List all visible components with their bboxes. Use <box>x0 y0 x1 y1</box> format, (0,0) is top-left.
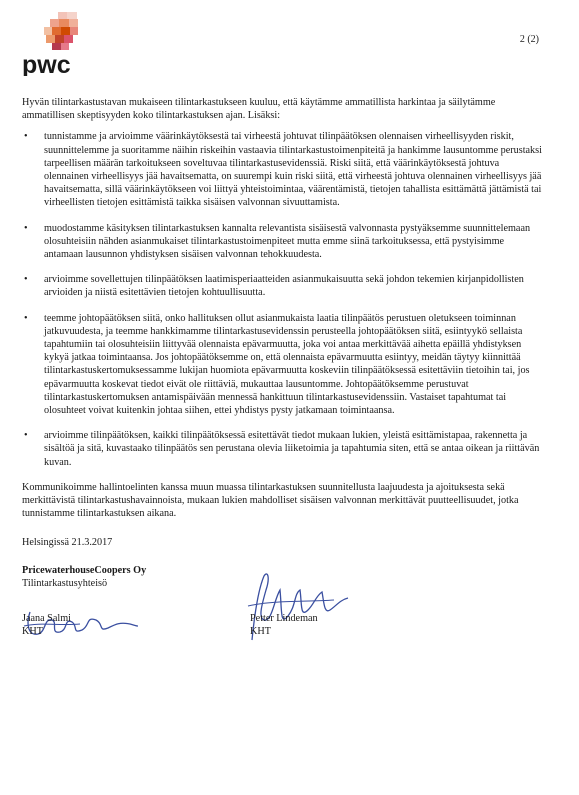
closing-paragraph: Kommunikoimme hallintoelinten kanssa muun muassa tilintarkastuksen suunnitellusta laajuudesta ja ajoituksesta sekä merkittävistä tilintarkastushavainnoista, mukaan lukien mahdolliset sisäisen valvonnan merkittävät puutteellisuudet, jotka tunnistamme tilintarkastuksen aikana. <box>22 481 519 520</box>
intro-paragraph: Hyvän tilintarkastustavan mukaiseen tilintarkastukseen kuuluu, että käytämme ammatillista harkintaa ja säilytämme ammatillisen skeptisyyden koko tilintarkastuksen ajan. Lisäksi: <box>22 97 496 122</box>
bullet-icon: • <box>24 274 28 286</box>
signatory-title: KHT <box>22 626 43 638</box>
signatory-left <box>22 612 71 638</box>
pwc-logo <box>22 12 92 76</box>
page-number: 2 (2) <box>519 34 539 45</box>
bullet-text: arvioimme sovellettujen tilinpäätöksen laatimisperiaatteiden asianmukaisuutta sekä johdon tekemien kirjanpidollisten arvioiden ja niistä esitettävien tietojen kohtuullisuutta. <box>44 274 524 299</box>
list-item <box>22 429 542 469</box>
signatory-title: KHT <box>250 626 271 638</box>
signatory-right <box>250 612 318 638</box>
signatory-name: Petter Lindeman <box>250 613 318 625</box>
place-date: Helsingissä 21.3.2017 <box>22 537 113 549</box>
firm-name: PricewaterhouseCoopers Oy <box>22 564 147 576</box>
bullet-text: tunnistamme ja arvioimme väärinkäytöksestä tai virheestä johtuvat tilinpäätöksen olennaisen virheellisyyden riskit, suunnittelemme ja suoritamme näihin riskeihin vastaavia tilintarkastustoimenpiteitä ja hankimme lausuntomme perustaksi tarpeellisen määrän tarkoitukseen soveltuvaa tilintarkastusevidenssiä. Riski siitä, että väärinkäytöksestä johtuva olennainen virheellisyys jää havaitsematta, on suurempi kuin riski siitä, että virheestä johtuva olennainen virheellisyys jää havaitsematta, sillä väärinkäytökseen voi liittyä yhteistoimintaa, väärentämistä, tietojen tahallista esittämättä jättämistä tai virheellisten tietojen esittämistä taikka sisäisen valvonnan sivuuttamista. <box>44 131 542 209</box>
list-item <box>22 312 542 418</box>
pwc-logo-text: pwc <box>22 51 71 76</box>
bullet-icon: • <box>24 131 28 143</box>
signatory-name: Jaana Salmi <box>22 613 71 625</box>
firm-type: Tilintarkastusyhteisö <box>22 577 108 589</box>
bullet-icon: • <box>24 430 28 442</box>
list-item <box>22 130 542 209</box>
document-body <box>22 96 542 660</box>
signature-area <box>22 590 542 660</box>
list-item <box>22 273 542 299</box>
bullet-text: teemme johtopäätöksen siitä, onko hallituksen ollut asianmukaista laatia tilinpäätös perustuen oletukseen toiminnan jatkuvuudesta, ja teemme hankkimamme tilintarkastusevidenssin perusteella johtopäätöksen siitä, esiintyykö sellaista tapahtumiin tai olosuhteisiin liittyvää olennaista epävarmuutta, joka voi antaa merkittävää aihetta epäillä yhdistyksen kykyä jatkaa toimintaansa. Jos johtopäätöksemme on, että olennaista epävarmuutta esiintyy, meidän täytyy kiinnittää tilintarkastuskertomuksessamme lukijan huomiota epävarmuutta koskeviin tilinpäätöksessä esitettäviin tietoihin tai, jos epävarmuutta koskevat tiedot eivät ole riittäviä, mukauttaa lausuntomme. Johtopäätöksemme perustuvat tilintarkastuskertomuksen antamispäivään mennessä hankittuun tilintarkastusevidenssiin. Vastaiset tapahtumat tai olosuhteet voivat kuitenkin johtaa siihen, ettei yhdistys pysty jatkamaan toimintaansa. <box>44 312 530 417</box>
bullet-text: arvioimme tilinpäätöksen, kaikki tilinpäätöksessä esitettävät tiedot mukaan lukien, yleistä esittämistapaa, rakennetta ja sisältöä ja sitä, kuvastaako tilinpäätös sen perustana olevia liiketoimia ja tapahtumia siten, että se antaa oikean ja riittävän kuvan. <box>44 430 540 468</box>
bullet-icon: • <box>24 312 28 324</box>
bullet-list <box>22 130 542 468</box>
bullet-icon: • <box>24 222 28 234</box>
list-item <box>22 222 542 262</box>
bullet-text: muodostamme käsityksen tilintarkastuksen kannalta relevantista sisäisestä valvonnasta pystyäksemme suunnittelemaan olosuhteisiin nähden asianmukaiset tilintarkastustoimenpiteet mutta emme siinä tarkoituksessa, että pystyisimme antamaan lausunnon yhdistyksen sisäisen valvonnan tehokkuudesta. <box>44 222 531 261</box>
